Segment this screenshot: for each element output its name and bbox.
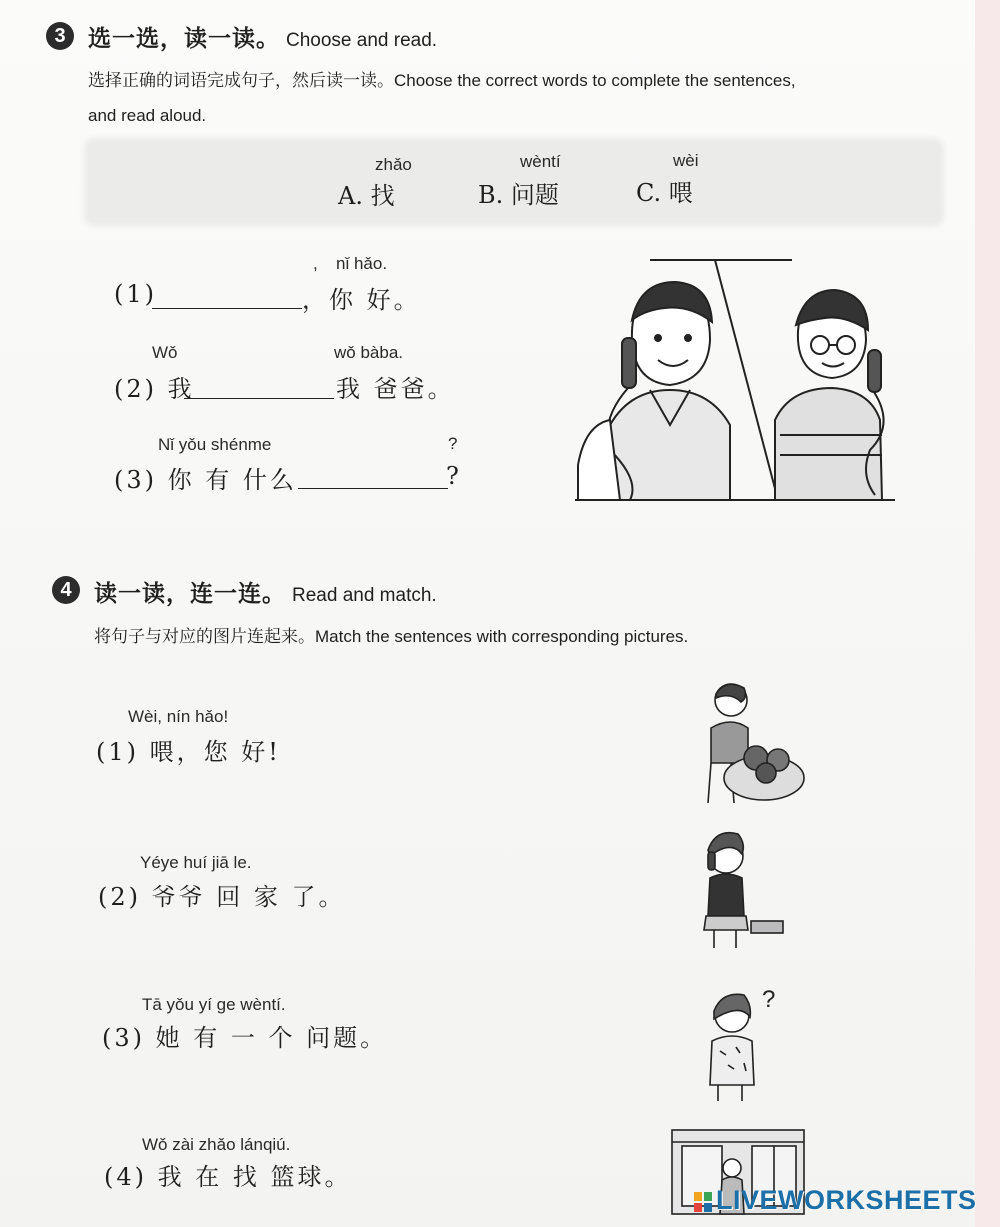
option-c-pinyin: wèi (673, 151, 699, 170)
exercise-4-instruction-cn: 将句子与对应的图片连起来。 (94, 627, 315, 647)
ex4-item3-pinyin: Tā yǒu yí ge wèntí. (142, 995, 286, 1014)
option-a: A. 找 (338, 182, 395, 210)
liveworksheets-watermark: LIVEWORKSHEETS (716, 1185, 977, 1215)
ex3-item3-label: (3) 你 有 什么 (114, 466, 297, 494)
ex4-item1-pinyin: Wèi, nín hǎo! (128, 707, 229, 726)
exercise-4-instruction (94, 622, 688, 647)
ex3-item3-pinyin: Nǐ yǒu shénme (158, 435, 272, 454)
exercise-4-badge: 4 (52, 576, 80, 604)
ex3-item3-pinyin-q: ? (448, 434, 458, 453)
option-c: C. 喂 (636, 179, 693, 207)
ex3-item1-pinyin: nǐ hǎo. (336, 254, 388, 273)
ex4-item2-text[interactable]: (2) 爷爷 回 家 了。 (98, 883, 346, 911)
exercise-3-title-en: Choose and read. (286, 30, 438, 51)
exercise-4-title (94, 575, 437, 608)
ex3-item2-text: 我 爸爸。 (336, 375, 455, 403)
exercise-3-badge: 3 (46, 22, 74, 50)
picture-girl-with-question[interactable] (700, 985, 790, 1103)
exercise-3-title-cn: 选一选，读一读。 (88, 25, 280, 52)
exercise-3-instruction (88, 66, 796, 91)
ex3-item1-blank[interactable] (152, 308, 302, 309)
exercise-4-instruction-en: Match the sentences with corresponding pictures. (315, 627, 689, 646)
man-on-phone (578, 282, 730, 500)
ex4-item1-text[interactable]: (1) 喂，您 好! (96, 738, 281, 766)
ex3-item2-blank[interactable] (184, 398, 334, 399)
ex3-item1-label: (1) (114, 280, 157, 308)
exercise-3-instruction-cn: 选择正确的词语完成句子，然后读一读。 (88, 71, 394, 91)
exercise-3-instruction-en-2: and read aloud. (88, 106, 207, 125)
phone-call-illustration (570, 250, 900, 505)
exercise-4-title-en: Read and match. (292, 585, 437, 606)
option-b-pinyin: wèntí (520, 152, 561, 171)
option-a-pinyin: zhǎo (375, 155, 412, 174)
ex3-item2-label: (2) 我 (114, 375, 195, 403)
ex3-item3-text: ? (446, 462, 462, 490)
ex3-item2-pinyin-a: Wǒ (152, 343, 178, 362)
exercise-4-title-cn: 读一读，连一连。 (94, 580, 286, 607)
ex3-item1-text: ，你 好。 (302, 286, 421, 314)
svg-text:?: ? (762, 986, 776, 1013)
liveworksheets-logo-icon (693, 1190, 713, 1214)
ex4-item4-pinyin: Wǒ zài zhǎo lánqiú. (142, 1135, 291, 1154)
ex3-item2-pinyin-b: wǒ bàba. (334, 343, 403, 362)
exercise-3-title (88, 20, 437, 53)
picture-girl-on-phone[interactable] (696, 826, 791, 951)
ex4-item3-text[interactable]: (3) 她 有 一 个 问题。 (102, 1024, 388, 1052)
boy-on-phone (775, 290, 884, 500)
option-b: B. 问题 (478, 181, 559, 209)
picture-kid-with-basketballs[interactable] (686, 678, 811, 806)
ex3-item3-blank[interactable] (298, 488, 448, 489)
exercise-3-instruction-en: Choose the correct words to complete the sentences, (394, 71, 796, 90)
ex3-item1-pinyin-comma: , (313, 254, 318, 273)
ex4-item4-text[interactable]: (4) 我 在 找 篮球。 (104, 1163, 352, 1191)
exercise-3-instruction-line2 (88, 106, 206, 126)
page-edge-strip (975, 0, 1000, 1227)
ex4-item2-pinyin: Yéye huí jiā le. (140, 853, 252, 872)
